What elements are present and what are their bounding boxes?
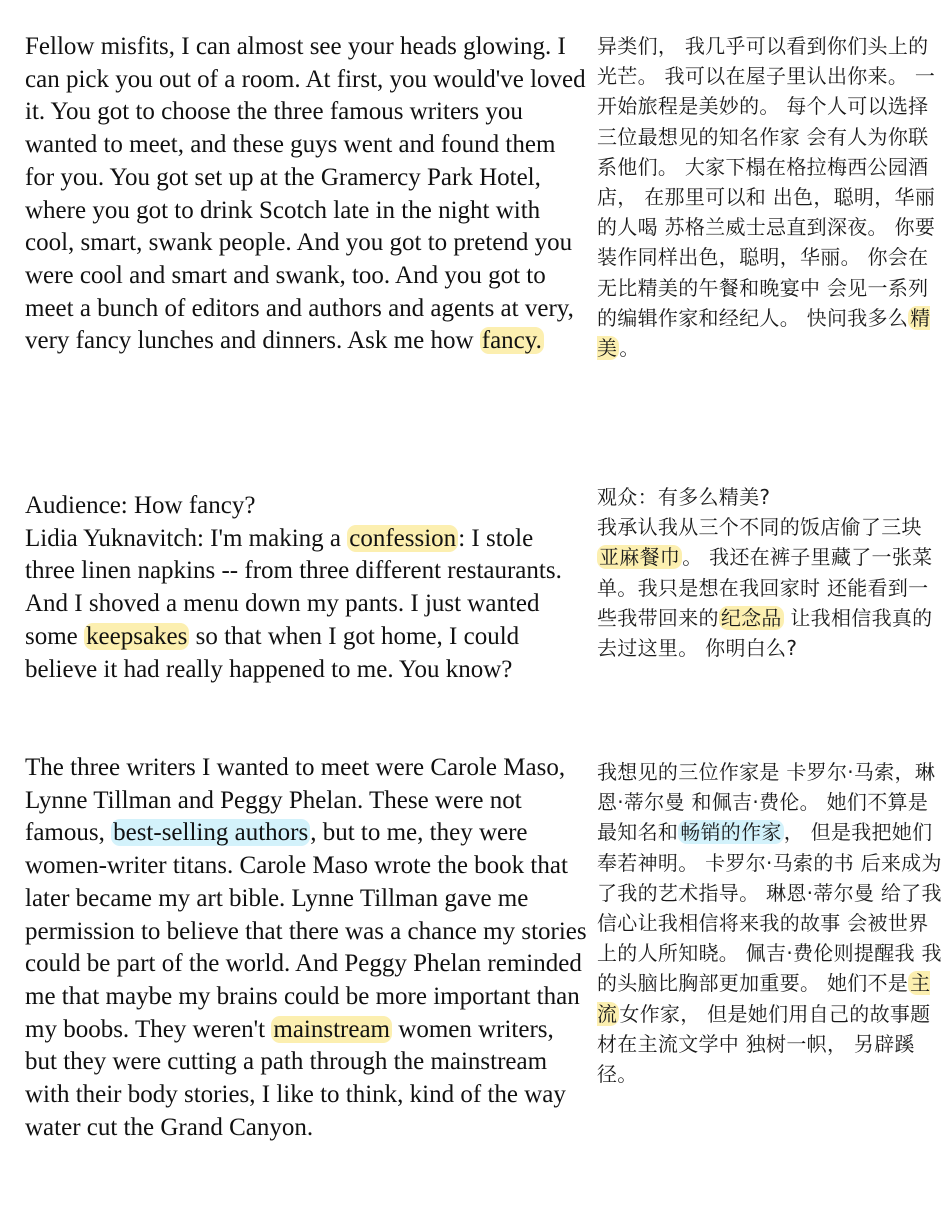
highlighted-term: 亚麻餐巾 bbox=[599, 545, 681, 570]
highlighted-term: 纪念品 bbox=[720, 605, 782, 630]
audience-line: 观众：有多么精美? bbox=[597, 485, 771, 509]
english-paragraph-1 bbox=[25, 31, 587, 358]
english-paragraph-2 bbox=[25, 490, 587, 686]
audience-line: Audience: How fancy? bbox=[25, 492, 256, 519]
highlighted-term: mainstream bbox=[273, 1015, 391, 1043]
text-segment: 我想见的三位作家是 卡罗尔·马索，琳恩·蒂尔曼 和佩吉·费伦。 她们不算是最知名和 bbox=[597, 760, 936, 845]
highlighted-term: keepsakes bbox=[86, 622, 188, 650]
text-segment: women writers, but they were cutting a path through the mainstream with their body stories, I like to think, kind of the way water cut the Grand Canyon. bbox=[25, 1015, 566, 1141]
highlighted-term: best-selling authors bbox=[113, 819, 309, 847]
text-segment: so that when I got home, I could believe it had really happened to me. You know? bbox=[25, 622, 520, 683]
chinese-paragraph-1 bbox=[597, 31, 942, 363]
highlighted-term: 畅销的作家 bbox=[680, 820, 782, 845]
text-segment: , but to me, they were women-writer titans. Carole Maso wrote the book that later became my art bible. Lynne Tillman gave me permission to believe that there was a chance my stories could be part of the world. And Peggy Phelan reminded me that maybe my brains could be more important than my boobs. They weren't bbox=[25, 819, 587, 1043]
text-segment: 。 我还在裤子里藏了一张菜单。我只是想在我回家时 还能看到一些我带回来的 bbox=[597, 545, 933, 630]
text-segment: ， 但是我把她们奉若神明。 卡罗尔·马索的书 后来成为了我的艺术指导。 琳恩·蒂尔曼 给了我信心让我相信将来我的故事 会被世界上的人所知晓。 佩吉·费伦则提醒我 我的头脑比胸部更加重要。 她们不是 bbox=[597, 820, 942, 996]
english-paragraph-3 bbox=[25, 752, 587, 1144]
chinese-paragraph-3 bbox=[597, 757, 942, 1089]
chinese-paragraph-2 bbox=[597, 482, 942, 663]
highlighted-term: 精美 bbox=[597, 305, 931, 361]
highlighted-term: confession bbox=[349, 524, 457, 552]
text-segment: The three writers I wanted to meet were Carole Maso, Lynne Tillman and Peggy Phelan. These were not famous, bbox=[25, 754, 566, 847]
text-segment: 女作家， 但是她们用自己的故事题材在主流文学中 独树一帜， 另辟蹊径。 bbox=[597, 1001, 931, 1087]
text-segment: Fellow misfits, I can almost see your heads glowing. I can pick you out of a room. At first, you would've loved it. You got to choose the three famous writers you wanted to meet, and these guys went and found them for you. You got set up at the Gramercy Park Hotel, where you got to drink Scotch late in the night with cool, smart, swank people. And you got to pretend you were cool and smart and swank, too. And you got to meet a bunch of editors and authors and agents at very, very fancy lunches and dinners. Ask me how bbox=[25, 33, 586, 355]
text-segment: 我承认我从三个不同的饭店偷了三块 bbox=[597, 515, 922, 540]
text-segment: 让我相信我真的去过这里。 你明白么? bbox=[597, 605, 933, 661]
text-segment: 异类们， 我几乎可以看到你们头上的光芒。 我可以在屋子里认出你来。 一开始旅程是美妙的。 每个人可以选择三位最想见的知名作家 会有人为你联系他们。 大家下榻在格拉梅西公园酒店， 在那里可以和 出色，聪明，华丽的人喝 苏格兰威士忌直到深夜。 你要装作同样出色，聪明，华丽。 你会在无比精美的午餐和晚宴中 会见一系列的编辑作家和经纪人。 快问我多么 bbox=[597, 34, 936, 330]
text-segment: 。 bbox=[619, 336, 640, 361]
text-segment: : I stole three linen napkins -- from three different restaurants. And I shoved a menu down my pants. I just wanted some bbox=[25, 524, 562, 650]
highlighted-term: fancy. bbox=[481, 327, 542, 355]
highlighted-term: 主流 bbox=[597, 971, 931, 1026]
text-segment: Lidia Yuknavitch: I'm making a bbox=[25, 524, 348, 552]
